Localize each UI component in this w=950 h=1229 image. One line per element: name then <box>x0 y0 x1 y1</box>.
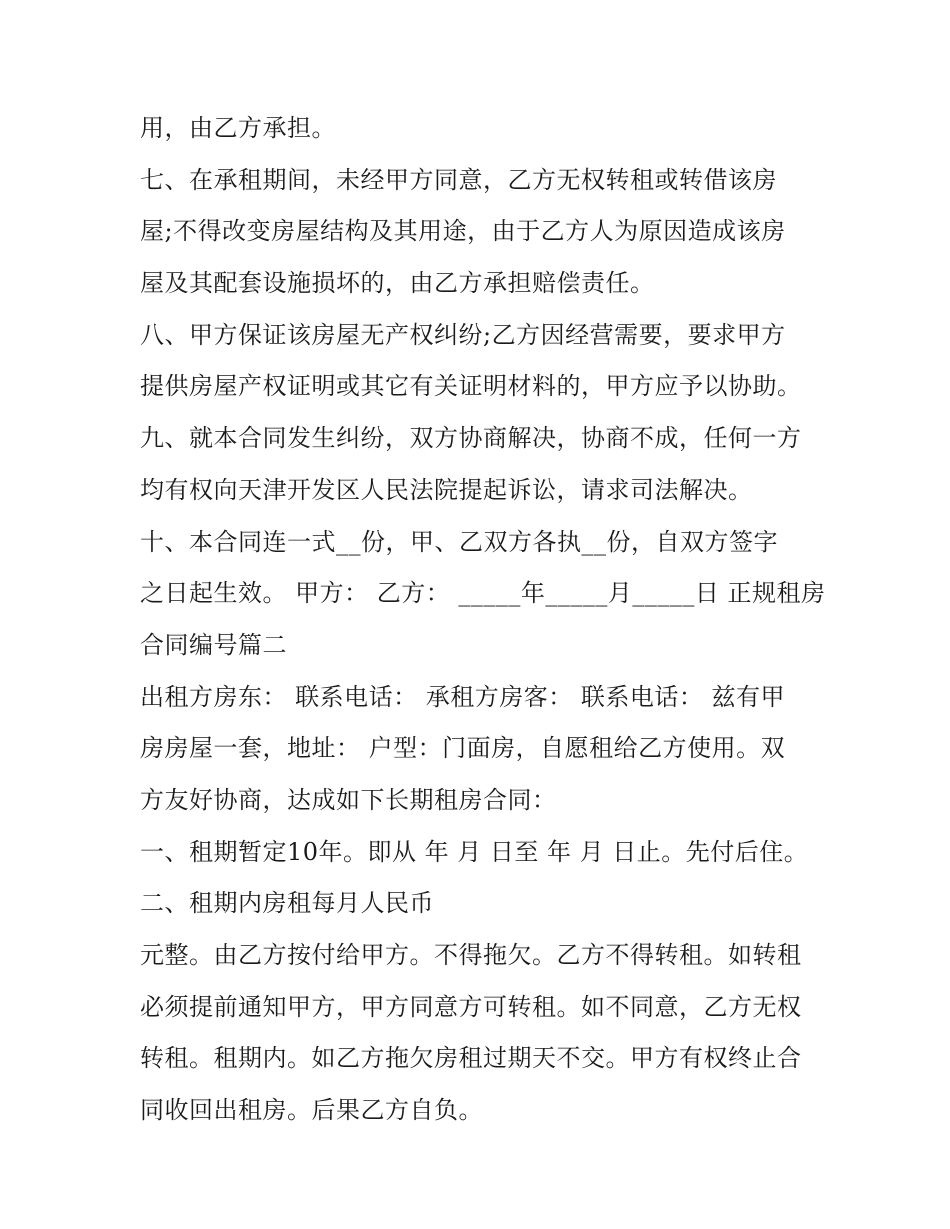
text-line: 用，由乙方承担。 <box>140 114 336 142</box>
text-line: 方友好协商，达成如下长期租房合同： <box>140 785 557 814</box>
text-line: 二、租期内房租每月人民币 <box>140 889 434 918</box>
text-line: 之日起生效。 甲方： 乙方： _____年_____月_____日 正规租房 <box>140 579 826 608</box>
text-line: 一、租期暂定10年。即从 年 月 日至 年 月 日止。先付后住。 <box>140 837 809 866</box>
text-line: 房房屋一套，地址： 户型：门面房，自愿租给乙方使用。双 <box>140 734 786 763</box>
text-line: 提供房屋产权证明或其它有关证明材料的，甲方应予以协助。 <box>140 372 802 401</box>
text-line: 出租方房东： 联系电话： 承租方房客： 联系电话： 兹有甲 <box>140 682 786 711</box>
text-line: 转租。租期内。如乙方拖欠房租过期天不交。甲方有权终止合 <box>140 1044 802 1073</box>
text-line: 十、本合同连一式__份，甲、乙双方各执__份，自双方签字 <box>140 527 778 556</box>
text-line: 屋;不得改变房屋结构及其用途，由于乙方人为原因造成该房 <box>140 217 786 246</box>
text-line: 七、在承租期间，未经甲方同意，乙方无权转租或转借该房 <box>140 165 777 194</box>
text-line: 必须提前通知甲方，甲方同意方可转租。如不同意，乙方无权 <box>140 992 802 1021</box>
section-heading: 合同编号篇二 <box>140 630 287 659</box>
text-line: 同收回出租房。后果乙方自负。 <box>140 1096 483 1125</box>
text-line: 九、就本合同发生纠纷，双方协商解决，协商不成，任何一方 <box>140 424 802 453</box>
contract-text <box>140 108 826 1142</box>
text-line: 均有权向天津开发区人民法院提起诉讼，请求司法解决。 <box>140 475 753 504</box>
text-line: 八、甲方保证该房屋无产权纠纷;乙方因经营需要，要求甲方 <box>140 320 786 349</box>
text-line: 元整。由乙方按付给甲方。不得拖欠。乙方不得转租。如转租 <box>140 941 802 969</box>
text-line: 屋及其配套设施损坏的，由乙方承担赔偿责任。 <box>140 269 655 298</box>
